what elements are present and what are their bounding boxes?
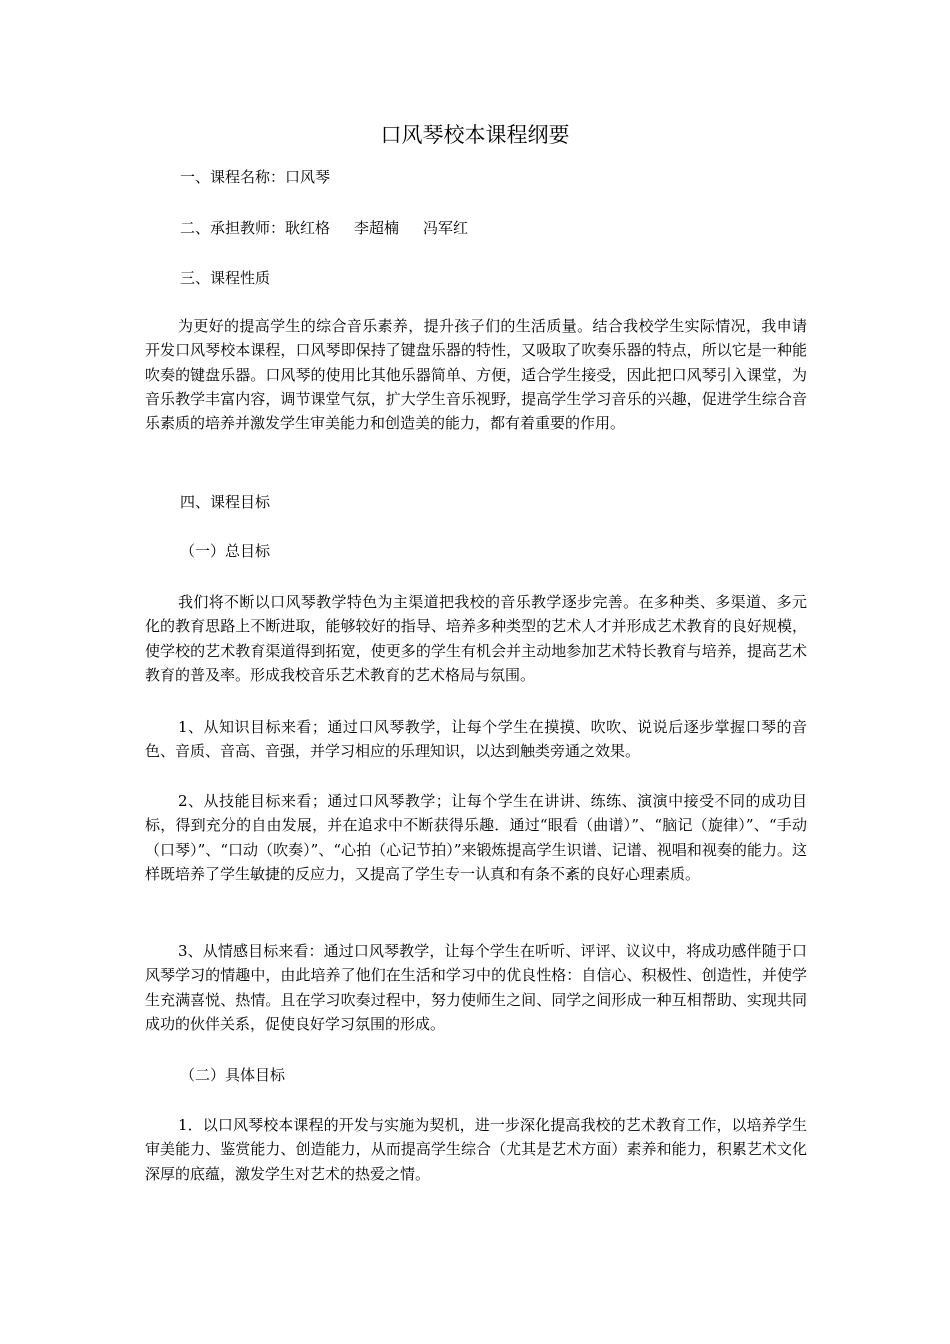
skill-goal-paragraph: 2、从技能目标来看；通过口风琴教学；让每个学生在讲讲、练练、演演中接受不同的成功目标，得到充分的自由发展，并在追求中不断获得乐趣．通过“眼看（曲谱）”、“脑记（旋律）”、“手动（口琴）”、“口动（吹奏）”、“心拍（心记节拍）”来锻炼提高学生识谱、记谱、视唱和视奏的能力。这样既培养了学生敏捷的反应力，又提高了学生专一认真和有条不紊的良好心理素质。: [145, 792, 807, 883]
course-goals-heading: 四、课程目标: [180, 493, 271, 511]
teachers-line: [180, 217, 468, 239]
overall-goal-paragraph: 我们将不断以口风琴教学特色为主渠道把我校的音乐教学逐步完善。在多种类、多渠道、多元化的教育思路上不断进取，能够较好的指导、培养多种类型的艺术人才并形成艺术教育的良好规模，使学校的艺术教育渠道得到拓宽，使更多的学生有机会并主动地参加艺术特长教育与培养，提高艺术教育的普及率。形成我校音乐艺术教育的艺术格局与氛围。: [145, 593, 807, 684]
teacher-name: 冯军红: [423, 219, 469, 237]
overall-goal-heading: （一）总目标: [180, 542, 271, 560]
teachers-label: 二、承担教师：耿红格: [180, 219, 331, 237]
knowledge-goal-paragraph: 1、从知识目标来看；通过口风琴教学，让每个学生在摸摸、吹吹、说说后逐步掌握口琴的音色、音质、音高、音强，并学习相应的乐理知识，以达到触类旁通之效果。: [145, 718, 807, 761]
teacher-name: 李超楠: [354, 219, 400, 237]
emotion-goal-paragraph: 3、从情感目标来看：通过口风琴教学，让每个学生在听听、评评、议议中，将成功感伴随于口风琴学习的情趣中，由此培养了他们在生活和学习中的优良性格：自信心、积极性、创造性，并使学生充满喜悦、热情。且在学习吹奏过程中，努力使师生之间、同学之间形成一种互相帮助、实现共同成功的伙伴关系，促使良好学习氛围的形成。: [145, 942, 807, 1033]
course-nature-paragraph: 为更好的提高学生的综合音乐素养，提升孩子们的生活质量。结合我校学生实际情况，我申请开发口风琴校本课程，口风琴即保持了键盘乐器的特性，又吸取了吹奏乐器的特点，所以它是一种能吹奏的键盘乐器。口风琴的使用比其他乐器简单、方便，适合学生接受，因此把口风琴引入课堂，为音乐教学丰富内容，调节课堂气氛，扩大学生音乐视野，提高学生学习音乐的兴趣，促进学生综合音乐素质的培养并激发学生审美能力和创造美的能力，都有着重要的作用。: [145, 317, 807, 433]
document-title: 口风琴校本课程纲要: [380, 123, 570, 147]
specific-goal-paragraph: 1．以口风琴校本课程的开发与实施为契机，进一步深化提高我校的艺术教育工作，以培养学生审美能力、鉴赏能力、创造能力，从而提高学生综合（尤其是艺术方面）素养和能力，积累艺术文化深厚的底蕴，激发学生对艺术的热爱之情。: [145, 1116, 807, 1183]
course-nature-heading: 三、课程性质: [180, 269, 271, 287]
course-name-heading: 一、课程名称：口风琴: [180, 168, 331, 186]
specific-goal-heading: （二）具体目标: [180, 1066, 286, 1084]
